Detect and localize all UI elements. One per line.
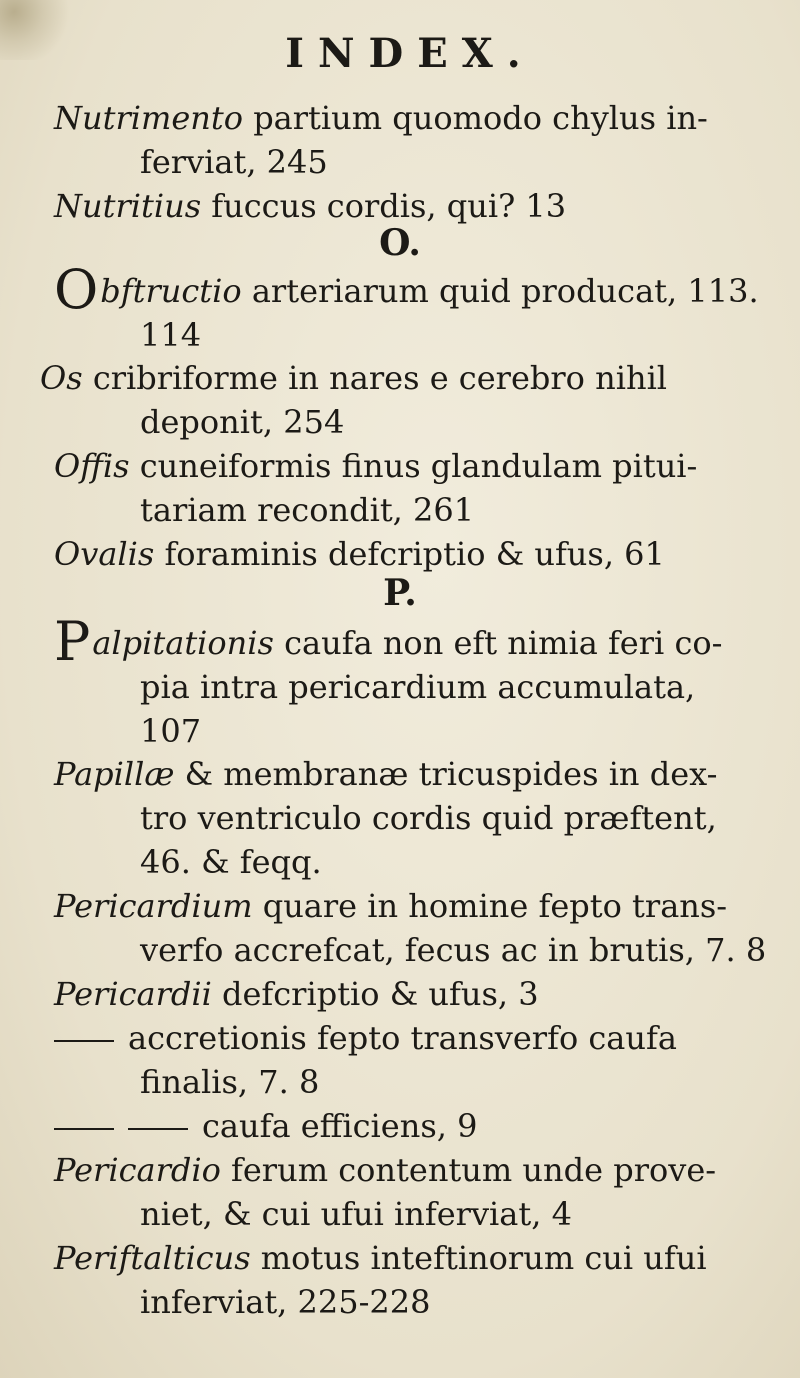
index-entry-accretionis — [40, 1016, 785, 1104]
entry-headword: Nutrimento — [54, 99, 244, 137]
index-entry-obstructio — [40, 258, 785, 357]
entry-continuation: inferviat, 225-228 — [140, 1283, 431, 1321]
index-entry-pericardium — [40, 884, 785, 972]
entry-text: accretionis fepto transverfo caufa — [128, 1019, 677, 1057]
entry-headword: alpitationis — [92, 624, 274, 662]
entry-headword: Nutritius — [54, 187, 202, 225]
entry-headword: Pericardio — [54, 1151, 221, 1189]
entry-text: partium quomodo chylus in- — [243, 99, 708, 137]
entry-text: arteriarum quid producat, 113. — [241, 272, 759, 310]
index-entry-pericardio — [40, 1148, 785, 1236]
index-entry-offis — [40, 444, 785, 532]
index-entry-caufa-efficiens — [40, 1104, 785, 1148]
entry-continuation: ferviat, 245 — [140, 143, 328, 181]
index-entry-ovalis — [40, 532, 785, 576]
entry-headword: Papillæ — [54, 755, 175, 793]
index-entry-pericardii — [40, 972, 785, 1016]
ditto-dash — [54, 1040, 114, 1042]
section-letter-o: O. — [379, 222, 421, 264]
entry-text: defcriptio & ufus, 3 — [211, 975, 539, 1013]
entry-text: caufa non eft nimia feri co- — [273, 624, 723, 662]
entry-continuation: 46. & feqq. — [140, 843, 322, 881]
entry-text: quare in homine fepto trans- — [252, 887, 728, 925]
entry-headword: Periftalticus — [54, 1239, 251, 1277]
entry-text: ferum contentum unde prove- — [220, 1151, 717, 1189]
entry-headword: Ovalis — [54, 535, 155, 573]
entry-continuation: deponit, 254 — [140, 403, 345, 441]
entry-headword: Pericardii — [54, 975, 212, 1013]
entry-text: & membranæ tricuspides in dex- — [174, 755, 718, 793]
entry-text: cuneiformis finus glandulam pitui- — [129, 447, 698, 485]
ditto-dash — [54, 1128, 114, 1130]
entry-headword: Pericardium — [54, 887, 253, 925]
entry-continuation: 114 — [140, 316, 202, 354]
index-entry-periftalticus — [40, 1236, 785, 1324]
entry-continuation: tariam recondit, 261 — [140, 491, 475, 529]
entry-headword: Offis — [54, 447, 130, 485]
entry-headword: Os — [40, 359, 83, 397]
index-entry-os-cribriforme — [40, 356, 785, 444]
entry-text: cribriforme in nares e cerebro nihil — [82, 359, 668, 397]
entry-text: fuccus cordis, qui? 13 — [201, 187, 567, 225]
drop-initial: P — [54, 610, 91, 673]
entry-continuation: tro ventriculo cordis quid præftent, — [140, 799, 717, 837]
entry-text: motus inteftinorum cui ufui — [250, 1239, 707, 1277]
entry-continuation: 107 — [140, 712, 202, 750]
drop-initial: O — [54, 258, 99, 321]
entry-headword: bftructio — [100, 272, 242, 310]
entry-text: caufa efficiens, 9 — [202, 1107, 478, 1145]
ditto-dash — [128, 1128, 188, 1130]
index-entry-papillae — [40, 752, 785, 884]
entry-continuation: niet, & cui ufui inferviat, 4 — [140, 1195, 572, 1233]
section-letter-p: P. — [383, 572, 417, 614]
index-entry-palpitationis — [40, 610, 785, 753]
entry-continuation: pia intra pericardium accumulata, — [140, 668, 696, 706]
entry-text: foraminis defcriptio & ufus, 61 — [154, 535, 665, 573]
entry-continuation: finalis, 7. 8 — [140, 1063, 320, 1101]
entry-continuation: verfo accrefcat, fecus ac in brutis, 7. 8 — [140, 931, 767, 969]
page-header: INDEX. — [285, 30, 535, 77]
index-entry-nutrimento — [40, 96, 785, 184]
